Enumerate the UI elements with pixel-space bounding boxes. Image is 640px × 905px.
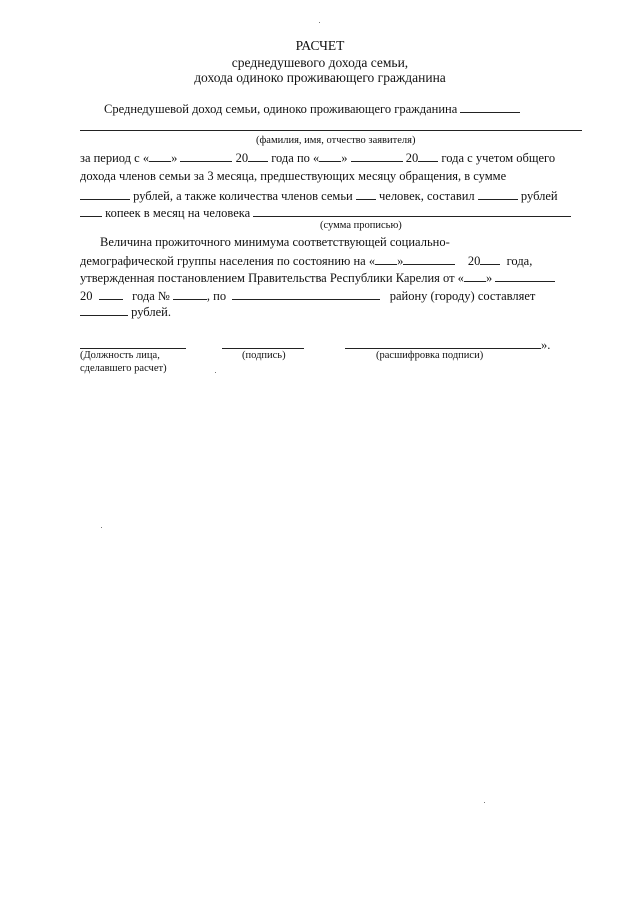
subsistence-line: Величина прожиточного минимума соответствующей социально-	[100, 235, 450, 249]
members-count-blank[interactable]	[356, 188, 376, 200]
resolution-line	[80, 270, 555, 286]
quote-close: »	[171, 151, 178, 165]
period-to-month-blank[interactable]	[351, 150, 403, 162]
income-basis-label: года с учетом общего	[441, 151, 556, 165]
resolution-label: утвержденная постановлением Правительства Республики Карелия от «	[80, 271, 464, 285]
scan-speck	[484, 802, 485, 803]
position-blank[interactable]	[80, 348, 186, 349]
position-caption-1: (Должность лица,	[80, 350, 160, 361]
members-label: рублей, а также количества членов семьи	[133, 189, 353, 203]
sum-in-words-caption: (сумма прописью)	[320, 220, 402, 231]
year-prefix: 20	[467, 254, 481, 268]
signature-decoding-caption: (расшифровка подписи)	[376, 350, 484, 361]
quote-close: »	[341, 151, 348, 165]
closing-quote: ».	[541, 338, 551, 352]
scan-speck	[101, 527, 102, 528]
rubles-label: рублей.	[131, 305, 171, 319]
year-prefix: 20	[405, 151, 419, 165]
applicant-name-caption: (фамилия, имя, отчество заявителя)	[256, 135, 416, 146]
resolution-day-blank[interactable]	[464, 270, 486, 282]
document-subtitle-2: дохода одиноко проживающего гражданина	[194, 70, 446, 85]
applicant-name-blank-1[interactable]	[460, 101, 520, 113]
period-line	[80, 150, 555, 166]
state-month-blank[interactable]	[403, 253, 455, 265]
document-subtitle-1: среднедушевого дохода семьи,	[231, 55, 409, 70]
sum-in-words-blank[interactable]	[253, 205, 571, 217]
period-from-day-blank[interactable]	[149, 150, 171, 162]
year-label: года,	[506, 254, 533, 268]
rubles-label: рублей	[520, 189, 558, 203]
year-prefix: 20	[235, 151, 249, 165]
period-from-year-blank[interactable]	[248, 150, 268, 162]
state-day-blank[interactable]	[375, 253, 397, 265]
period-from-month-blank[interactable]	[180, 150, 232, 162]
members-line	[80, 188, 558, 204]
family-income-line: дохода членов семьи за 3 месяца, предшествующих месяцу обращения, в сумме	[80, 169, 507, 183]
signature-blank[interactable]	[222, 348, 304, 349]
period-to-year-blank[interactable]	[418, 150, 438, 162]
subsistence-amount-blank[interactable]	[80, 304, 128, 316]
income-intro-label: Среднедушевой доход семьи, одиноко проживающего гражданина	[104, 102, 458, 116]
result-label: человек, составил	[378, 189, 475, 203]
period-from-label: за период с «	[80, 151, 150, 165]
kopecks-line	[80, 205, 571, 221]
income-intro-text	[104, 101, 520, 117]
subsistence-amount-line	[80, 304, 171, 320]
district-label: району (городу) составляет	[389, 289, 536, 303]
quote-close: »	[397, 254, 404, 268]
signature-caption: (подпись)	[242, 350, 286, 361]
document-title: РАСЧЕТ	[295, 38, 345, 53]
resolution-month-blank[interactable]	[495, 270, 555, 282]
district-blank[interactable]	[232, 288, 380, 300]
result-rubles-blank[interactable]	[478, 188, 518, 200]
resolution-number-label: года №	[132, 289, 170, 303]
period-to-day-blank[interactable]	[319, 150, 341, 162]
demographic-label: демографической группы населения по состоянию на «	[80, 254, 376, 268]
income-sum-blank[interactable]	[80, 188, 130, 200]
period-to-label: года по «	[271, 151, 320, 165]
resolution-number-blank[interactable]	[173, 288, 207, 300]
demographic-line	[80, 253, 532, 269]
state-year-blank[interactable]	[480, 253, 500, 265]
kopecks-label: копеек в месяц на человека	[105, 206, 251, 220]
position-caption-2: сделавшего расчет)	[80, 363, 167, 374]
year-prefix: 20	[80, 289, 93, 303]
quote-close: »	[485, 271, 493, 285]
scan-speck	[215, 372, 216, 373]
signature-decoding-blank[interactable]	[345, 348, 541, 349]
by-label: , по	[206, 289, 227, 303]
district-line	[80, 288, 535, 304]
scan-speck	[319, 22, 320, 23]
resolution-year-blank[interactable]	[99, 288, 123, 300]
result-kopecks-blank[interactable]	[80, 205, 102, 217]
applicant-name-blank-2[interactable]	[80, 130, 582, 131]
